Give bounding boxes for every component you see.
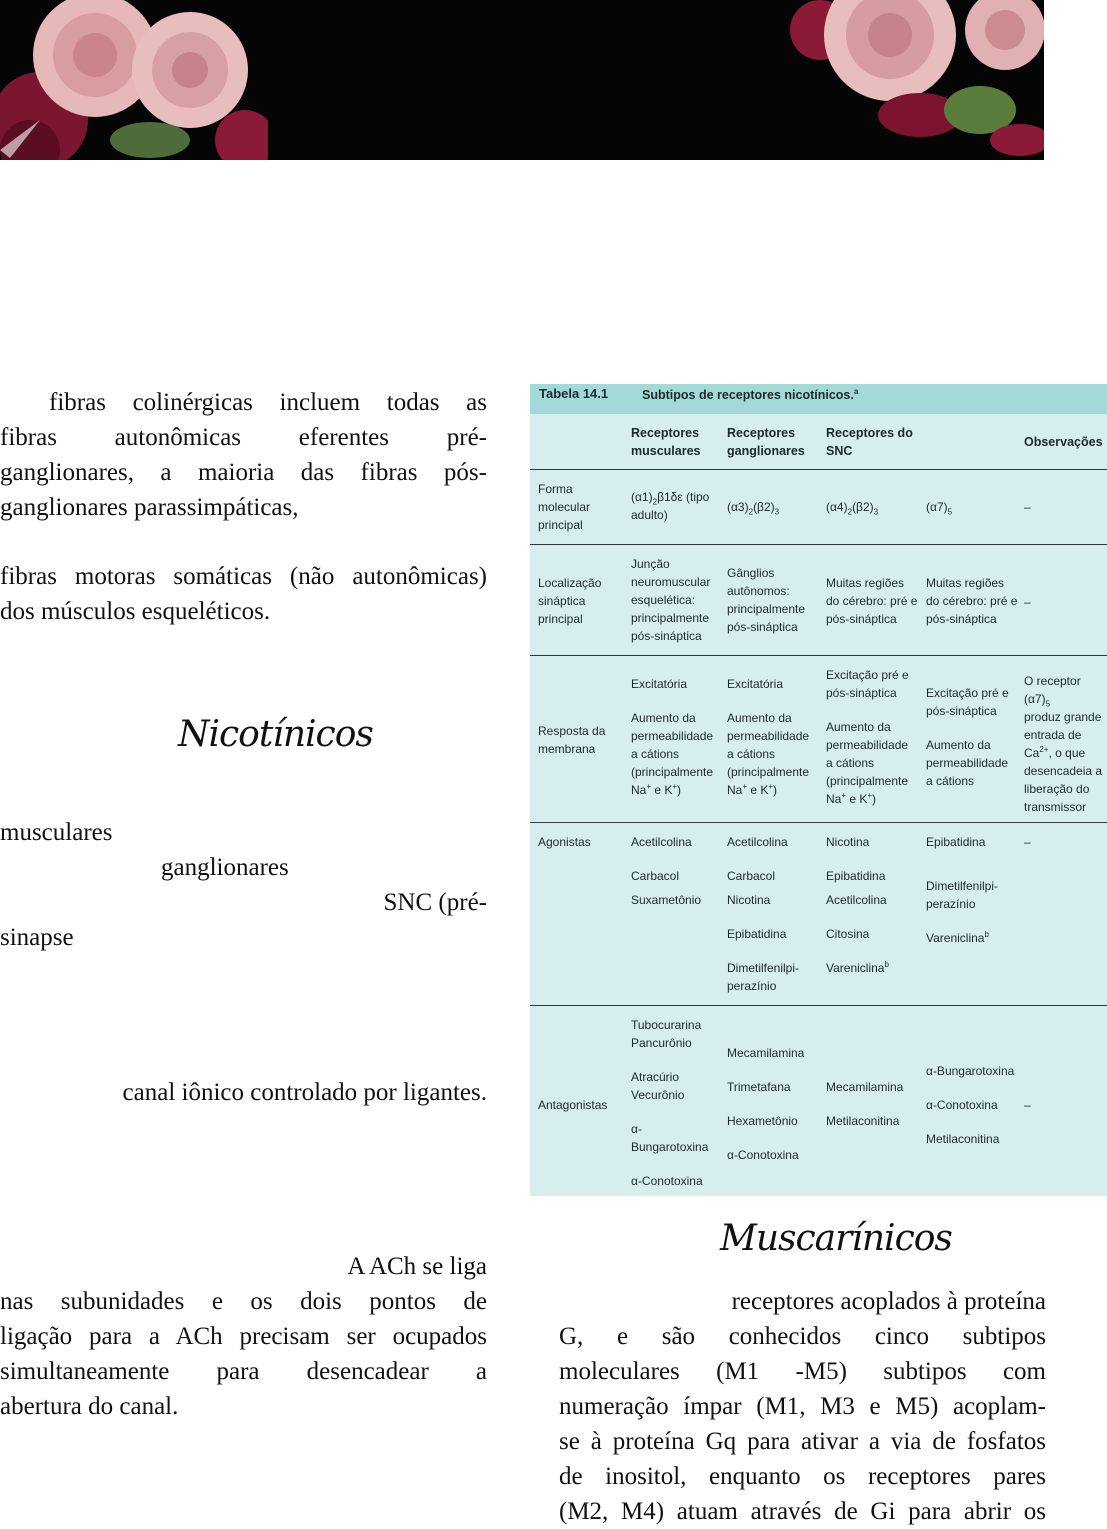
cell-forma-musc: $(\alpha 1)_2\beta 1\delta\varepsilon$ (tipo adulto) (631, 490, 710, 522)
nicotinic-receptor-table (530, 384, 1107, 1196)
cell-agon-obs: – (1024, 835, 1031, 849)
text-line: (M2, M4) atuam através de Gi para abrir os (559, 1498, 1046, 1525)
somatic-paragraph (0, 559, 487, 629)
cell-forma-snc1: $(\alpha 4)_2(\beta 2)_3$ (826, 500, 879, 517)
table-divider (530, 469, 1107, 470)
row-label-antagonistas: Antagonistas (538, 1098, 608, 1112)
table-divider (530, 1005, 1107, 1006)
cell-local-snc1: Muitas regiões do cérebro: pré e pós-sináptica (826, 576, 918, 626)
cell-resp-snc1: Excitação pré e pós-sináptica Aumento da permeabilidade a cátions (principalmente Na+ e K+) (826, 668, 909, 806)
cell-agon-gang: Acetilcolina Carbacol Nicotina Epibatidina Dimetilfenilpi- perazínio (727, 835, 800, 993)
list-item: ganglionares (161, 854, 289, 881)
cell-agon-snc1: Nicotina Epibatidina Acetilcolina Citosina Vareniclina$^b$ (826, 835, 889, 975)
list-item: sinapse (0, 924, 74, 951)
header-musculares: Receptores musculares (631, 426, 701, 458)
receptor-list (0, 815, 487, 955)
cell-antag-obs: – (1024, 1098, 1031, 1112)
text-line: fibras colinérgicas incluem todas as (49, 389, 487, 416)
canal-text: canal iônico controlado por ligantes. (122, 1079, 487, 1106)
text-line: ligação para a ACh precisam ser ocupados (0, 1323, 487, 1350)
table-caption (530, 384, 1107, 414)
section-heading-muscarinicos: Muscarínicos (720, 1218, 952, 1259)
header-snc: Receptores do SNC (826, 426, 913, 458)
table-divider (530, 544, 1107, 545)
text-line: fibras autonômicas eferentes pré- (0, 424, 487, 451)
text-line: de inositol, enquanto os receptores pares (559, 1463, 1046, 1490)
text-line: abertura do canal. (0, 1393, 179, 1420)
roses-decoration-icon (790, 0, 1044, 160)
text-line: ganglionares parassimpáticas, (0, 494, 299, 521)
binding-paragraph (0, 1249, 487, 1424)
cell-forma-gang: $(\alpha 3)_2(\beta 2)_3$ (727, 500, 780, 517)
row-label-resposta: Resposta da membrana (538, 724, 606, 756)
text-line: nas subunidades e os dois pontos de (0, 1288, 487, 1315)
table-divider (530, 822, 1107, 823)
text-line: se à proteína Gq para ativar a via de fosfatos (559, 1428, 1046, 1455)
row-label-forma: Forma molecular principal (538, 482, 591, 532)
cell-local-gang: Gânglios autônomos: principalmente pós-sináptica (727, 566, 806, 634)
text-line: G, e são conhecidos cinco subtipos (559, 1323, 1046, 1350)
table-divider (530, 655, 1107, 656)
header-banner (0, 0, 1044, 160)
table-number: Tabela 14.1 (539, 386, 609, 401)
cell-antag-gang: Mecamilamina Trimetafana Hexametônio α-Conotoxina (727, 1046, 805, 1162)
cell-antag-snc2: α-Bungarotoxina α-Conotoxina Metilaconitina (926, 1064, 1015, 1146)
cell-agon-musc: Acetilcolina Carbacol Suxametônio (631, 835, 702, 907)
header-ganglionares: Receptores ganglionares (727, 426, 805, 458)
text-line: simultaneamente para desencadear a (0, 1358, 487, 1385)
text-line: receptores acoplados à proteína (731, 1288, 1046, 1315)
cell-resp-musc: Excitatória Aumento da permeabilidade a cátions (principalmente Na+ e K+) (631, 677, 714, 797)
cell-resp-snc2: Excitação pré e pós-sináptica Aumento da permeabilidade a cátions (926, 686, 1009, 788)
cell-forma-snc2: $(\alpha 7)_5$ (926, 500, 953, 517)
table-title: Subtipos de receptores nicotínicos.$^a$ (642, 386, 859, 402)
muscarinic-paragraph (559, 1284, 1046, 1529)
cell-antag-snc1: Mecamilamina Metilaconitina (826, 1080, 904, 1128)
row-label-agonistas: Agonistas (538, 835, 591, 849)
header-observacoes: Observações (1024, 435, 1103, 449)
roses-decoration-icon (0, 0, 268, 160)
text-line: dos músculos esqueléticos. (0, 598, 271, 625)
cell-antag-musc: Tubocurarina Pancurônio Atracúrio Vecurônio α- Bungarotoxina α-Conotoxina (631, 1018, 709, 1188)
cell-resp-gang: Excitatória Aumento da permeabilidade a cátions (principalmente Na+ e K+) (727, 677, 810, 797)
text-line: numeração ímpar (M1, M3 e M5) acoplam- (559, 1393, 1046, 1420)
cell-agon-snc2: Epibatidina Dimetilfenilpi- perazínio Vareniclina$^b$ (926, 835, 999, 945)
text-line: ganglionares, a maioria das fibras pós- (0, 459, 487, 486)
intro-paragraph (0, 385, 487, 525)
section-heading-nicotinicos: Nicotínicos (178, 714, 373, 755)
list-item: musculares (0, 819, 113, 846)
row-label-localizacao: Localização sináptica principal (538, 576, 602, 626)
cell-resp-obs: O receptor $(\alpha 7)_5$ produz grande entrada de $Ca^{2+}$, o que desencadeia a liberação do transmissor (1024, 674, 1103, 814)
cell-local-musc: Junção neuromuscular esquelética: principalmente pós-sináptica (631, 557, 711, 643)
cell-local-snc2: Muitas regiões do cérebro: pré e pós-sináptica (926, 576, 1018, 626)
text-line: fibras motoras somáticas (não autonômicas) (0, 563, 487, 590)
text-line: moleculares (M1 -M5) subtipos com (559, 1358, 1046, 1385)
cell-local-obs: – (1024, 595, 1031, 609)
text-line: A ACh se liga (347, 1253, 487, 1280)
list-item: SNC (pré- (383, 889, 487, 916)
cell-forma-obs: – (1024, 500, 1031, 514)
